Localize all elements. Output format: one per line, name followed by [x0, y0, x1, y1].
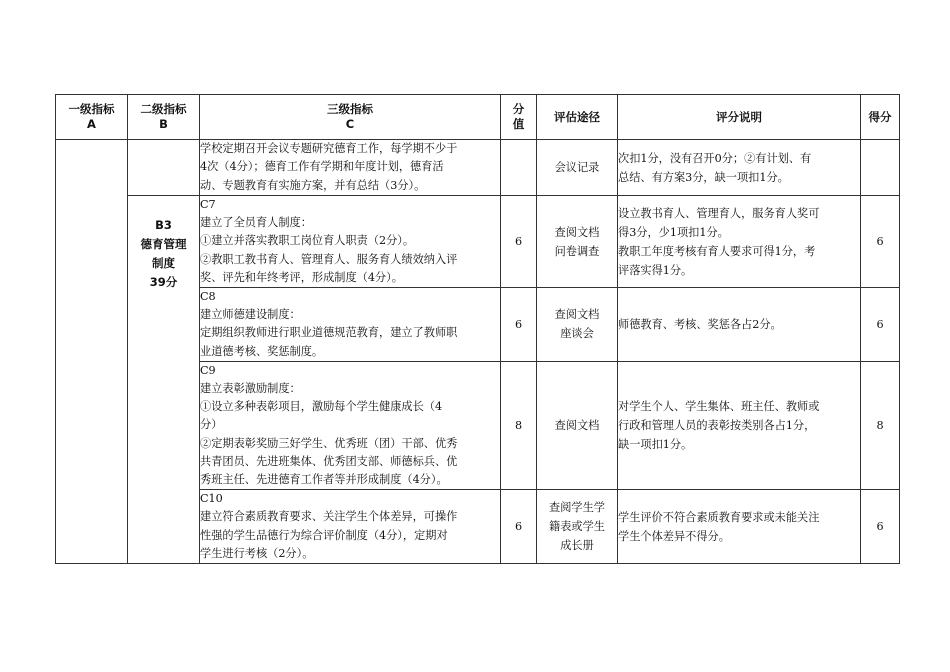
note-cell: 学生评价不符合素质教育要求或未能关注 学生个体差异不得分。	[618, 490, 861, 564]
level1-cell	[56, 140, 128, 564]
score-cell: 6	[501, 196, 537, 288]
got-cell	[861, 140, 900, 196]
note-cell: 次扣1分，没有召开0分；②有计划、有 总结、有方案3分，缺一项扣1分。	[618, 140, 861, 196]
method-cell: 查阅文档 问卷调查	[537, 196, 618, 288]
note-cell: 对学生个人、学生集体、班主任、教师或 行政和管理人员的表彰按类别各占1分， 缺一项扣1分。	[618, 361, 861, 489]
got-cell: 8	[861, 361, 900, 489]
method-cell: 会议记录	[537, 140, 618, 196]
criteria-cell: C8 建立师德建设制度： 定期组织教师进行职业道德规范教育，建立了教师职 业道德考核、奖惩制度。	[200, 288, 501, 362]
note-cell: 师德教育、考核、奖惩各占2分。	[618, 288, 861, 362]
level2-cell-top	[128, 140, 200, 196]
got-cell: 6	[861, 490, 900, 564]
table-row	[56, 140, 900, 196]
score-cell	[501, 140, 537, 196]
criteria-cell: C10 建立符合素质教育要求、关注学生个体差异，可操作 性强的学生品德行为综合评价制度（4分），定期对 学生进行考核（2分）。	[200, 490, 501, 564]
got-cell: 6	[861, 196, 900, 288]
header-row	[56, 95, 900, 140]
got-cell: 6	[861, 288, 900, 362]
header-got: 得分	[861, 95, 900, 140]
header-level1: 一级指标 A	[56, 95, 128, 140]
score-cell: 8	[501, 361, 537, 489]
criteria-cell: C7 建立了全员育人制度： ①建立并落实教职工岗位育人职责（2分）。 ②教职工教书育人、管理育人、服务育人绩效纳入评 奖、评先和年终考评，形成制度（4分）。	[200, 196, 501, 288]
note-cell: 设立教书育人、管理育人，服务育人奖可 得3分，少1项扣1分。 教职工年度考核有育人要求可得1分，考 评落实得1分。	[618, 196, 861, 288]
method-cell: 查阅文档 座谈会	[537, 288, 618, 362]
criteria-cell: C9 建立表彰激励制度： ①设立多种表彰项目，激励每个学生健康成长（4 分） ②定期表彰奖励三好学生、优秀班（团）干部、优秀 共青团员、先进班集体、优秀团支部、师德标兵、优 秀班主任、先进德育工作者等并形成制度（4分）。	[200, 361, 501, 489]
table-row	[56, 196, 900, 288]
header-score: 分 值	[501, 95, 537, 140]
level2-b3-cell: B3 德育管理 制度 39分	[128, 196, 200, 564]
header-note: 评分说明	[618, 95, 861, 140]
method-cell: 查阅学生学 籍表或学生 成长册	[537, 490, 618, 564]
score-cell: 6	[501, 490, 537, 564]
score-cell: 6	[501, 288, 537, 362]
method-cell: 查阅文档	[537, 361, 618, 489]
evaluation-table	[55, 94, 900, 564]
header-method: 评估途径	[537, 95, 618, 140]
header-level2: 二级指标 B	[128, 95, 200, 140]
header-level3: 三级指标 C	[200, 95, 501, 140]
criteria-cell: 学校定期召开会议专题研究德育工作，每学期不少于 4次（4分）；德育工作有学期和年度计划，德育活 动、专题教育有实施方案，并有总结（3分）。	[200, 140, 501, 196]
